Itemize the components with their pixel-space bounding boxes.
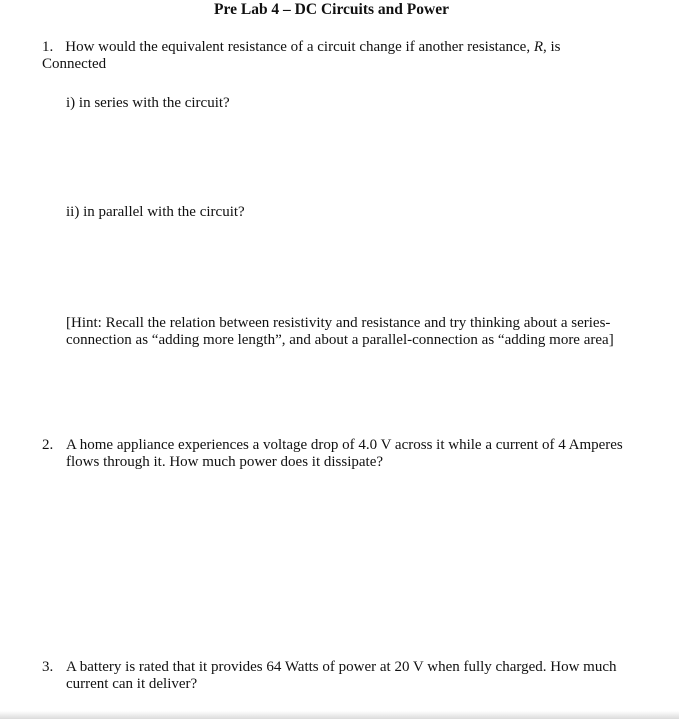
question-1-part-ii: ii) in parallel with the circuit? <box>66 204 245 220</box>
question-1-text-start: How would the equivalent resistance of a circuit change if another resistance, <box>65 39 534 55</box>
question-1-line-2: Connected <box>42 56 107 72</box>
resistance-symbol: R <box>533 39 543 55</box>
question-2 <box>42 437 632 471</box>
page-title: Pre Lab 4 – DC Circuits and Power <box>214 1 449 18</box>
question-1-line-1 <box>42 39 561 56</box>
page-bottom-shadow <box>0 711 679 719</box>
question-1-hint: [Hint: Recall the relation between resistivity and resistance and try thinking about a series-connection as “adding more length”, and about a parallel-connection as “adding more area] <box>66 315 614 348</box>
question-3 <box>42 659 632 693</box>
question-2-text: A home appliance experiences a voltage drop of 4.0 V across it while a current of 4 Amperes flows through it. How much power does it dissipate? <box>66 437 623 470</box>
question-3-text: A battery is rated that it provides 64 Watts of power at 20 V when fully charged. How much current can it deliver? <box>66 659 617 692</box>
question-1-number: 1. <box>42 39 54 55</box>
question-1-text-end: , is <box>543 39 561 55</box>
question-2-number: 2. <box>42 437 54 453</box>
question-3-number: 3. <box>42 659 54 675</box>
question-1-part-i: i) in series with the circuit? <box>66 95 230 111</box>
